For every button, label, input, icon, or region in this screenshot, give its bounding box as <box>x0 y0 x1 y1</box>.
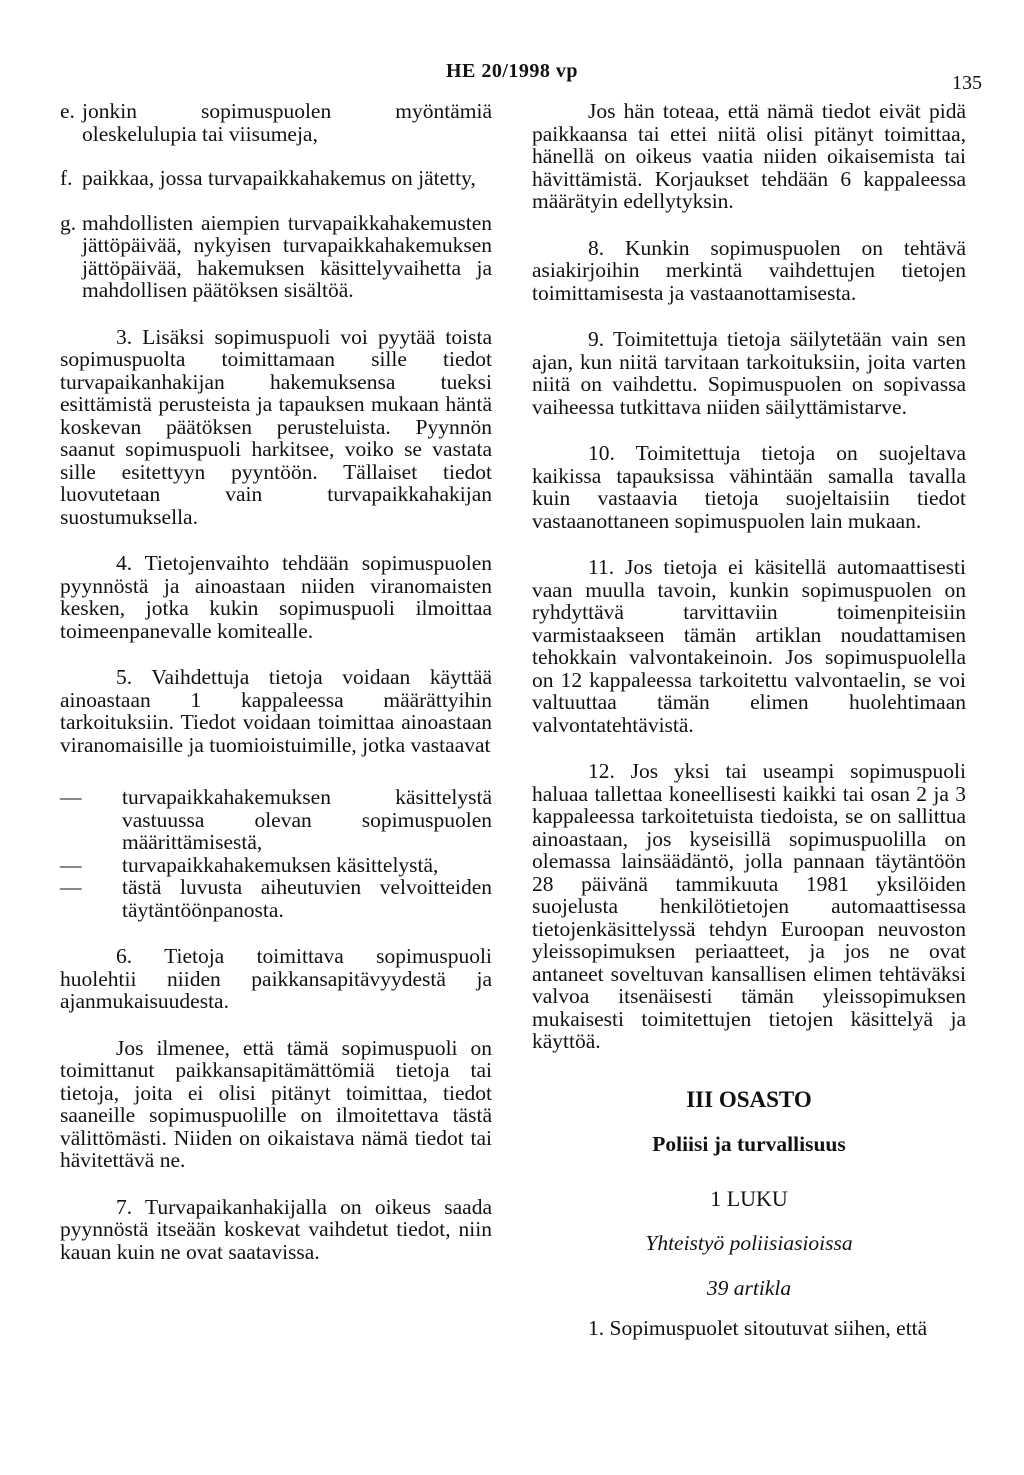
paragraph-10: 10. Toimitettuja tietoja on suojeltava kaikissa tapauksissa vähintään samalla tavalla kuin vastaavia tietoja suojeltaisiin tiedot vastaanottaneen sopimuspuolen lain mukaan. <box>532 441 966 533</box>
dash-item-text: turvapaikkahakemuksen käsittelystä vastuussa olevan sopimuspuolen määrittämisestä, <box>122 785 492 854</box>
list-item-label: e. <box>60 99 75 123</box>
paragraph-4: 4. Tietojenvaihto tehdään sopimuspuolen pyynnöstä ja ainoastaan niiden viranomaisten kesken, jotka kukin sopimuspuoli ilmoittaa toimeenpanevalle komitealle. <box>60 551 492 643</box>
dash-item-text: tästä luvusta aiheutuvien velvoitteiden täytäntöönpanosta. <box>122 875 492 922</box>
list-item-text: jonkin sopimuspuolen myöntämiä oleskelulupia tai viisumeja, <box>82 99 492 146</box>
article-heading: 39 artikla <box>706 1275 792 1300</box>
paragraph-3: 3. Lisäksi sopimuspuoli voi pyytää toista sopimuspuolta toimittamaan sille tiedot turvapaikanhakijan hakemuksensa tueksi esittämistä perusteista ja tapauksen mukaan häntä koskevan päätöksen perusteluista. Pyynnön saanut sopimuspuoli harkitsee, voiko se vastata sille esitettyyn pyyntöön. Tällaiset tiedot luovutetaan vain turvapaikkahakijan suostumuksella. <box>60 324 492 529</box>
list-item-text: paikkaa, jossa turvapaikkahakemus on jätetty, <box>82 166 476 190</box>
dash-marker: — <box>60 852 82 877</box>
dash-marker: — <box>60 875 82 899</box>
page-number: 135 <box>952 72 982 94</box>
page-header <box>0 60 1024 94</box>
article-paragraph-1: 1. Sopimuspuolet sitoutuvat siihen, että <box>588 1316 928 1340</box>
paragraph-7: 7. Turvapaikanhakijalla on oikeus saada pyynnöstä itseään koskevat vaihdetut tiedot, niin kauan kuin ne ovat saatavissa. <box>60 1194 492 1264</box>
list-item-f <box>60 167 492 190</box>
paragraph-11: 11. Jos tietoja ei käsitellä automaattisesti vaan muulla tavoin, kunkin sopimuspuolen on ryhdyttävä tarvittaviin toimenpiteisiin varmistaakseen tämän artiklan noudattamisen tehokkain valvontakeinoin. Jos sopimuspuolella on 12 kappaleessa tarkoitettu valvontaelin, se voi valtuuttaa tämän elimen huolehtimaan valvontatehtävistä. <box>532 555 966 737</box>
paragraph-9: 9. Toimitettuja tietoja säilytetään vain sen ajan, kun niitä tarvitaan tarkoituksiin, joita varten niitä on vaihdettu. Sopimuspuolen on sopivassa vaiheessa tutkittava niiden säilyttämistarve. <box>532 327 966 419</box>
dash-list-item <box>60 876 492 921</box>
list-item-label: g. <box>60 210 77 235</box>
left-column <box>60 100 492 1263</box>
right-column <box>532 100 966 1340</box>
paragraph-6-continued: Jos ilmenee, että tämä sopimuspuoli on toimittanut paikkansapitämättömiä tietoja tai tietoja, joita ei olisi pitänyt toimittaa, tiedot saaneille sopimuspuolille on ilmoitettava tästä välittömästi. Niiden on oikaistava nämä tiedot tai hävitettävä ne. <box>60 1035 492 1172</box>
list-item-g <box>60 212 492 302</box>
paragraph-6: 6. Tietoja toimittava sopimuspuoli huolehtii niiden paikkansapitävyydestä ja ajanmukaisuudesta. <box>60 944 492 1013</box>
dash-list-item <box>60 854 492 877</box>
chapter-title: Yhteistyö poliisiasioissa <box>645 1231 853 1255</box>
paragraph-8: 8. Kunkin sopimuspuolen on tehtävä asiakirjoihin merkintä vaihdettujen tietojen toimittamisesta ja vastaanottamisesta. <box>532 235 966 305</box>
list-item-text: mahdollisten aiempien turvapaikkahakemusten jättöpäivää, nykyisen turvapaikkahakemuksen jättöpäivää, hakemuksen käsittelyvaihetta ja mahdollisen päätöksen sisältöä. <box>82 210 492 302</box>
paragraph-7-continued: Jos hän toteaa, että nämä tiedot eivät pidä paikkaansa tai ettei niitä olisi pitänyt toimittaa, hänellä on oikeus vaatia niiden oikaisemista tai hävittämistä. Korjaukset tehdään 6 kappaleessa määrätyin edellytyksin. <box>532 99 966 213</box>
dash-list <box>60 786 492 921</box>
dash-list-item <box>60 786 492 854</box>
chapter-heading: 1 LUKU <box>710 1185 788 1211</box>
section-subheading: Poliisi ja turvallisuus <box>652 1132 846 1156</box>
paragraph-5: 5. Vaihdettuja tietoja voidaan käyttää ainoastaan 1 kappaleessa määrättyihin tarkoituksiin. Tiedot voidaan toimittaa ainoastaan viranomaisille ja tuomioistuimille, jotka vastaavat <box>60 665 492 757</box>
document-reference: HE 20/1998 vp <box>445 60 579 82</box>
section-heading: III OSASTO <box>686 1086 812 1112</box>
paragraph-12: 12. Jos yksi tai useampi sopimuspuoli haluaa tallettaa koneellisesti kaikki tai osan 2 ja 3 kappaleessa tarkoitetuista tiedoista, se on sallittua ainoastaan, jos kyseisillä sopimuspuolilla on olemassa lainsäädäntö, jolla pannaan täytäntöön 28 päivänä tammikuuta 1981 yksilöiden suojelusta henkilötietojen automaattisessa tietojenkäsittelyssä tehdyn Euroopan neuvoston yleissopimuksen periaatteet, ja jos ne ovat antaneet soveltuvan kansallisen elimen tehtäväksi valvoa itsenäisesti tämän yleissopimuksen mukaisesti toimitettujen tietojen käsittelyä ja käyttöä. <box>532 759 966 1053</box>
dash-item-text: turvapaikkahakemuksen käsittelystä, <box>122 852 439 877</box>
dash-marker: — <box>60 785 82 809</box>
list-item-label: f. <box>60 166 73 190</box>
list-item-e <box>60 100 492 145</box>
